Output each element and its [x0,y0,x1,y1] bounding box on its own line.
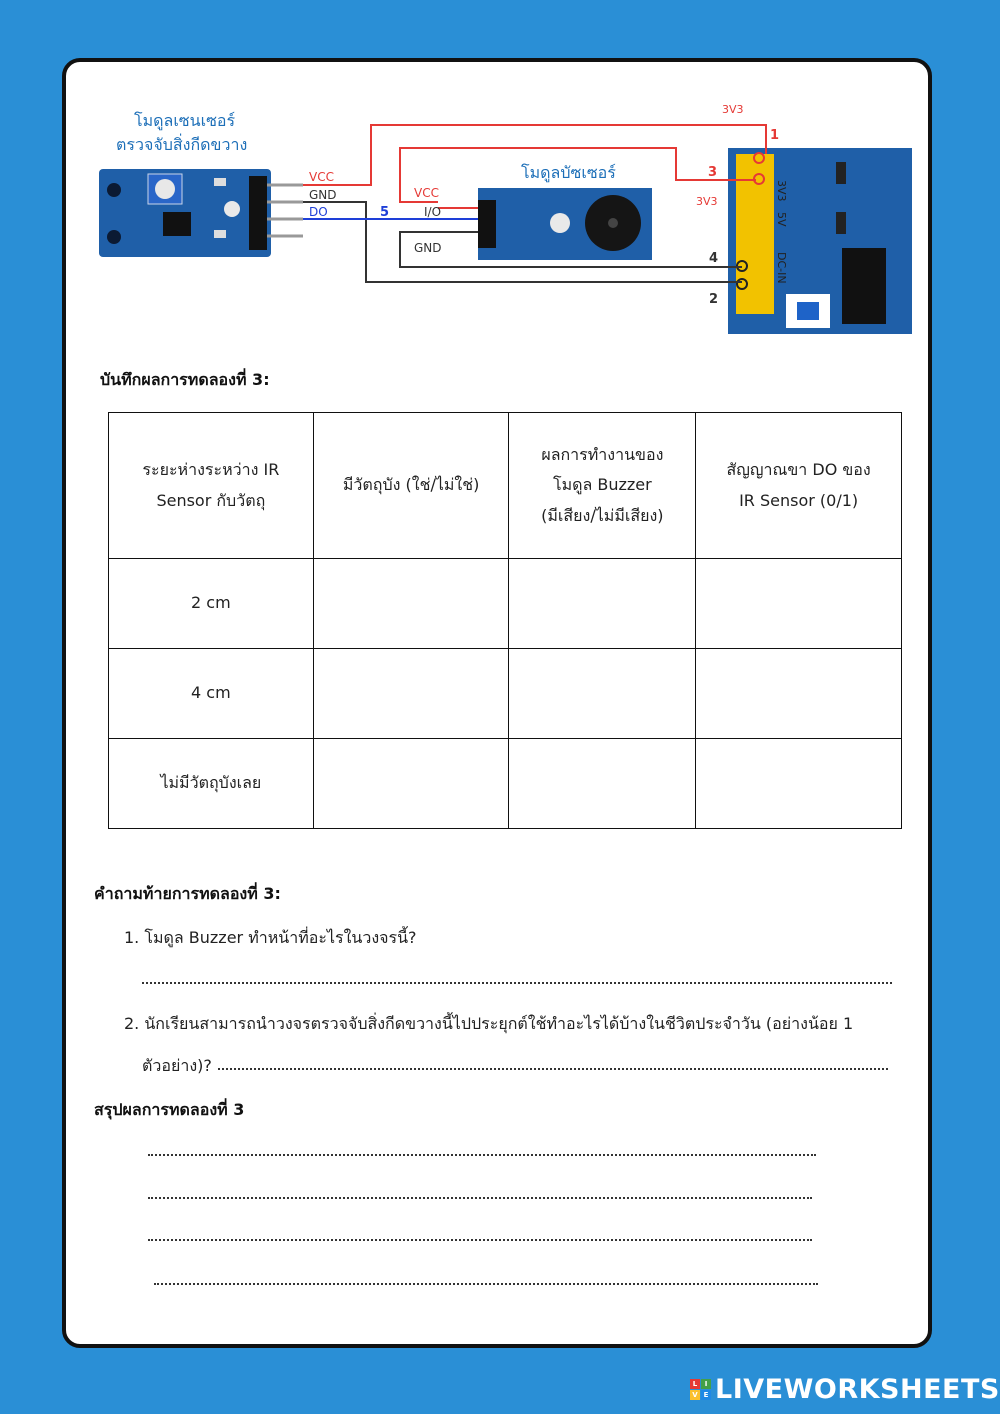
questions-title: คำถามท้ายการทดลองที่ 3: [94,884,281,903]
buzzer-header [478,200,496,248]
label-num-5: 5 [380,205,390,220]
summary-line[interactable] [154,1283,818,1285]
sensor-title-2: ตรวจจับสิ่งกีดขวาง [116,135,248,154]
pin-dcin-label: DC-IN [775,252,788,284]
row-label: 4 cm [109,649,314,739]
worksheet-page [62,58,932,1348]
label-vcc-sensor: VCC [309,170,334,184]
row-label: ไม่มีวัตถุบังเลย [109,739,314,829]
label-vcc-buzzer: VCC [414,186,439,200]
pin-5v-label: 5V [775,212,788,227]
power-board [728,148,912,334]
potentiometer-knob [155,179,175,199]
label-num-3: 3 [708,165,718,180]
header-buzzer-result: ผลการทำงานของ โมดูล Buzzer (มีเสียง/ไม่มีเสียง) [509,413,696,559]
label-top-3v3: 3V3 [722,103,744,116]
answer-cell[interactable] [696,649,902,739]
label-num-4: 4 [709,251,719,266]
answer-cell[interactable] [509,559,696,649]
ir-led-1 [107,183,121,197]
ir-sensor-module [99,169,303,257]
question-1: 1. โมดูล Buzzer ทำหน้าที่อะไรในวงจรนี้? [124,928,417,947]
header-distance: ระยะห่างระหว่าง IR Sensor กับวัตถุ [109,413,314,559]
summary-title: สรุปผลการทดลองที่ 3 [94,1100,245,1119]
header-do-signal: สัญญาณขา DO ของ IR Sensor (0/1) [696,413,902,559]
label-gnd-sensor: GND [309,188,337,202]
answer-cell[interactable] [509,649,696,739]
label-mid-3v3: 3V3 [696,195,718,208]
table-row [109,649,902,739]
summary-line[interactable] [148,1239,812,1241]
dc-jack [842,248,886,324]
answer-cell[interactable] [696,739,902,829]
answer-cell[interactable] [509,739,696,829]
buzzer-mount-hole [550,213,570,233]
liveworksheets-logo[interactable] [690,1372,1000,1406]
logo-text: LIVEWORKSHEETS [715,1373,1000,1405]
wiring-diagram [66,62,932,362]
sensor-header [249,176,267,250]
record-title: บันทึกผลการทดลองที่ 3: [100,370,270,389]
label-io-buzzer: I/O [424,205,442,219]
label-num-1: 1 [770,128,780,143]
table-row [109,559,902,649]
ir-led-2 [107,230,121,244]
sensor-title-1: โมดูลเซนเซอร์ [134,111,236,130]
answer-cell[interactable] [313,559,509,649]
answer-line-q1[interactable] [142,982,892,984]
answer-cell[interactable] [313,739,509,829]
summary-line[interactable] [148,1197,812,1199]
question-2-line-2: ตัวอย่าง)? [142,1056,212,1075]
answer-cell[interactable] [313,649,509,739]
buzzer-module [478,188,652,260]
mount-hole [224,201,240,217]
label-num-2: 2 [709,292,719,307]
pin-3v3-label: 3V3 [775,180,788,202]
table-header-row [109,413,902,559]
question-2-line-1: 2. นักเรียนสามารถนำวงจรตรวจจับสิ่งกีดขวางนี้ไปประยุกต์ใช้ทำอะไรได้บ้างในชีวิตประจำวัน (อย่างน้อย 1 [124,1014,854,1033]
logo-icon: L I V E [690,1379,711,1400]
buzzer-title: โมดูลบัซเซอร์ [521,163,616,182]
label-do-sensor: DO [309,205,328,219]
ic-chip [163,212,191,236]
summary-line[interactable] [148,1154,816,1156]
answer-line-q2[interactable] [218,1068,888,1070]
header-obstacle: มีวัตถุบัง (ใช่/ไม่ใช่) [313,413,509,559]
table-row [109,739,902,829]
answer-cell[interactable] [696,559,902,649]
results-table [108,412,902,829]
row-label: 2 cm [109,559,314,649]
label-gnd-buzzer: GND [414,241,442,255]
